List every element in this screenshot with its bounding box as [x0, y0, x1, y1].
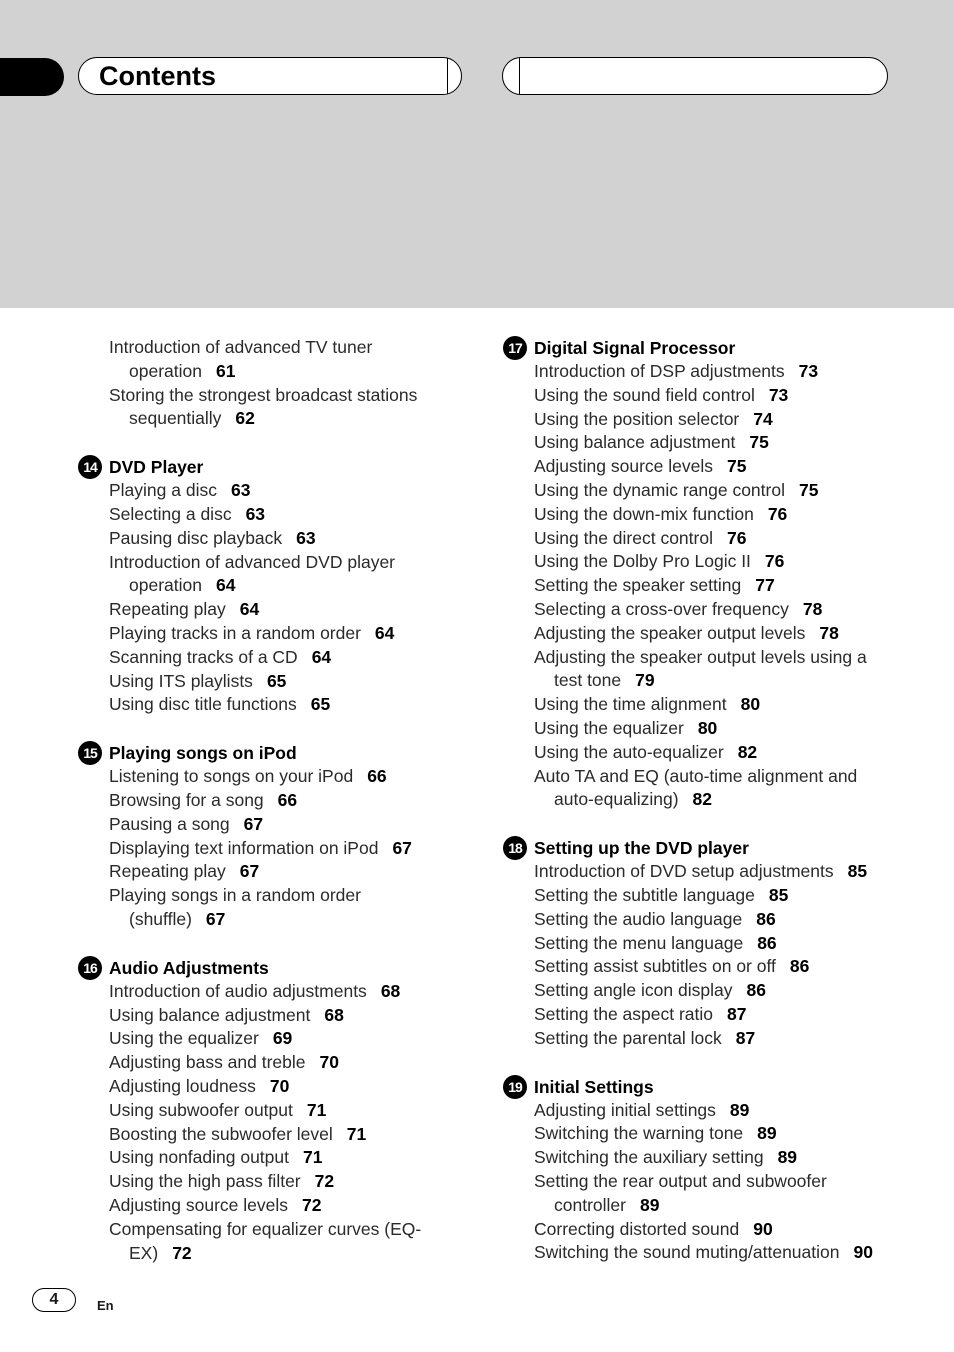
chapter-number-icon: 15 [78, 741, 102, 765]
section-heading[interactable] [503, 1075, 943, 1099]
page-ref: 73 [768, 384, 789, 405]
toc-entry[interactable] [78, 884, 458, 932]
page-ref: 64 [215, 575, 236, 596]
entry-text: Repeating play [109, 599, 226, 620]
chapter-number-icon: 17 [503, 336, 527, 360]
entry-text: Adjusting the speaker output levels using a [534, 646, 867, 667]
toc-section [503, 836, 943, 1050]
section-title: Setting up the DVD player [534, 838, 749, 859]
entry-text: Setting assist subtitles on or off [534, 956, 776, 977]
toc-entry[interactable] [78, 813, 458, 837]
toc-section [78, 336, 458, 431]
toc-section [503, 1075, 943, 1266]
page-ref: 66 [367, 766, 387, 787]
page-ref: 75 [798, 479, 819, 500]
toc-entry[interactable] [503, 622, 943, 646]
toc-entry[interactable] [503, 884, 943, 908]
page-ref: 76 [767, 503, 788, 524]
entry-text: Adjusting source levels [109, 1194, 288, 1215]
entry-text: Setting the speaker setting [534, 575, 742, 596]
toc-entry[interactable] [78, 598, 458, 622]
toc-entry[interactable] [503, 598, 943, 622]
toc-entry[interactable] [78, 693, 458, 717]
page-ref: 69 [272, 1028, 293, 1049]
page-ref: 89 [757, 1123, 777, 1144]
toc-entry[interactable] [78, 622, 458, 646]
entry-continuation [534, 788, 943, 812]
entry-text: Setting the menu language [534, 932, 744, 953]
page-ref: 70 [319, 1052, 339, 1073]
toc-entry[interactable] [503, 741, 943, 765]
toc-entry[interactable] [78, 1027, 458, 1051]
page-ref: 61 [215, 360, 236, 381]
toc-entry[interactable] [503, 765, 943, 813]
entry-text: Setting angle icon display [534, 980, 733, 1001]
toc-entry[interactable] [503, 955, 943, 979]
entry-text: Using the Dolby Pro Logic II [534, 551, 751, 572]
entry-text: Using the auto-equalizer [534, 741, 724, 762]
entry-text: Compensating for equalizer curves (EQ- [109, 1218, 422, 1239]
entry-text: Auto TA and EQ (auto-time alignment and [534, 765, 858, 786]
toc-entry[interactable] [503, 717, 943, 741]
entry-text: Adjusting loudness [109, 1075, 256, 1096]
entry-text: Using the high pass filter [109, 1171, 301, 1192]
page-ref: 75 [749, 432, 769, 453]
toc-entry[interactable] [78, 1146, 458, 1170]
toc-entry[interactable] [503, 455, 943, 479]
page-ref: 73 [798, 361, 819, 381]
toc-entry[interactable] [503, 431, 943, 455]
toc-entry[interactable] [503, 1099, 943, 1123]
page-ref: 75 [726, 456, 747, 477]
page-ref: 63 [230, 480, 251, 501]
entry-text: Storing the strongest broadcast stations [109, 384, 418, 405]
entry-text: Introduction of audio adjustments [109, 980, 367, 1001]
entry-text: Playing tracks in a random order [109, 622, 361, 643]
entry-continuation [109, 407, 458, 431]
toc-entry[interactable] [503, 979, 943, 1003]
entry-text: Using ITS playlists [109, 670, 253, 691]
toc-entry[interactable] [78, 1051, 458, 1075]
toc-entry[interactable] [78, 837, 458, 861]
page-ref: 65 [266, 670, 287, 691]
entry-text-cont: test tone [554, 670, 622, 691]
section-title: Playing songs on iPod [109, 743, 297, 764]
entry-text: Setting the parental lock [534, 1027, 722, 1048]
page-ref: 85 [768, 884, 789, 905]
toc-entry[interactable] [503, 908, 943, 932]
page-ref: 67 [243, 813, 264, 834]
entry-text: Displaying text information on iPod [109, 837, 379, 858]
page-ref: 89 [639, 1194, 660, 1215]
right-title-box [502, 57, 888, 95]
entry-text: Setting the subtitle language [534, 884, 755, 905]
entry-text: Switching the sound muting/attenuation [534, 1242, 840, 1263]
page-ref: 82 [737, 741, 758, 762]
entry-text: Setting the audio language [534, 908, 743, 929]
page-ref: 87 [735, 1027, 756, 1048]
page-ref: 70 [269, 1075, 290, 1096]
toc-entry[interactable] [78, 860, 458, 884]
entry-continuation [534, 669, 943, 693]
toc-entry[interactable] [78, 1123, 458, 1147]
toc-entry[interactable] [503, 693, 943, 717]
entry-text: Playing songs in a random order [109, 885, 361, 906]
toc-entry[interactable] [503, 932, 943, 956]
section-heading[interactable] [78, 956, 458, 980]
section-title: Audio Adjustments [109, 957, 269, 978]
page-title: Contents [99, 61, 216, 91]
page-ref: 63 [245, 503, 266, 524]
page-ref: 62 [235, 408, 255, 429]
header-band [0, 0, 954, 308]
entry-continuation [109, 360, 458, 384]
entry-text: Using the direct control [534, 527, 713, 548]
page-ref: 68 [324, 1004, 344, 1025]
toc-entry[interactable] [503, 1241, 943, 1265]
toc-entry[interactable] [78, 1170, 458, 1194]
toc-entry[interactable] [78, 646, 458, 670]
chapter-number-icon: 18 [503, 836, 527, 860]
toc-entry[interactable] [503, 503, 943, 527]
section-heading[interactable] [503, 836, 943, 860]
entry-text: Setting the aspect ratio [534, 1003, 713, 1024]
entry-text: Using disc title functions [109, 694, 297, 715]
entry-text: Using balance adjustment [534, 432, 736, 453]
entry-text: Using subwoofer output [109, 1099, 293, 1120]
entry-text: Using the equalizer [534, 717, 684, 738]
toc-section [78, 956, 458, 1266]
page-ref: 71 [303, 1147, 323, 1168]
toc-entry[interactable] [78, 336, 458, 384]
page-ref: 64 [311, 646, 332, 667]
page-ref: 86 [757, 932, 777, 953]
entry-text-cont: controller [554, 1194, 626, 1215]
entry-text: Using the equalizer [109, 1028, 259, 1049]
toc-entry[interactable] [503, 1146, 943, 1170]
entry-text: Selecting a disc [109, 503, 232, 524]
page-ref: 67 [239, 861, 260, 882]
toc-entry[interactable] [503, 646, 943, 694]
entry-text: Using the time alignment [534, 694, 727, 715]
toc-entry[interactable] [78, 551, 458, 599]
toc-entry[interactable] [503, 360, 943, 384]
toc-entry[interactable] [78, 384, 458, 432]
entry-text-cont: (shuffle) [129, 908, 192, 929]
toc-entry[interactable] [503, 527, 943, 551]
left-column [78, 336, 458, 1289]
toc-entry[interactable] [503, 408, 943, 432]
page-ref: 80 [697, 717, 718, 738]
toc-entry[interactable] [78, 527, 458, 551]
entry-continuation [534, 1194, 943, 1218]
page-ref: 67 [392, 837, 412, 858]
toc-entry[interactable] [503, 550, 943, 574]
section-heading[interactable] [78, 455, 458, 479]
toc-entry[interactable] [78, 1099, 458, 1123]
page-ref: 74 [753, 408, 773, 429]
page-ref: 76 [764, 551, 785, 572]
entry-text: Adjusting initial settings [534, 1099, 716, 1120]
entry-continuation [109, 908, 458, 932]
entry-text: Adjusting the speaker output levels [534, 622, 806, 643]
entry-text-cont: operation [129, 360, 202, 381]
page-ref: 78 [819, 622, 839, 643]
page-ref: 86 [789, 956, 810, 977]
entry-text: Adjusting bass and treble [109, 1052, 306, 1073]
toc-entry[interactable] [78, 789, 458, 813]
toc-entry[interactable] [503, 1170, 943, 1218]
entry-text: Playing a disc [109, 480, 217, 501]
entry-text: Introduction of advanced DVD player [109, 551, 395, 572]
entry-continuation [109, 574, 458, 598]
entry-text: Boosting the subwoofer level [109, 1123, 333, 1144]
page-ref: 64 [374, 622, 395, 643]
section-tab [0, 58, 64, 96]
toc-entry[interactable] [78, 503, 458, 527]
page-ref: 82 [692, 789, 712, 810]
chapter-number-icon: 14 [78, 455, 102, 479]
entry-text: Pausing disc playback [109, 527, 283, 548]
page-ref: 64 [239, 599, 260, 620]
entry-text: Browsing for a song [109, 789, 264, 810]
toc-entry[interactable] [78, 1194, 458, 1218]
page-ref: 86 [746, 980, 766, 1001]
entry-continuation [109, 1242, 458, 1266]
toc-entry[interactable] [78, 765, 458, 789]
toc-entry[interactable] [503, 384, 943, 408]
page-ref: 87 [727, 1003, 747, 1024]
page-ref: 80 [740, 694, 761, 715]
entry-text: Introduction of DSP adjustments [534, 361, 785, 381]
page-ref: 89 [729, 1099, 750, 1120]
entry-text: Using the position selector [534, 408, 740, 429]
entry-text: Adjusting source levels [534, 456, 713, 477]
entry-text: Scanning tracks of a CD [109, 646, 298, 667]
toc-entry[interactable] [503, 1122, 943, 1146]
entry-text: Switching the warning tone [534, 1123, 744, 1144]
page-ref: 65 [310, 694, 331, 715]
page-ref: 76 [726, 527, 747, 548]
title-box-divider [447, 58, 448, 94]
page-ref: 72 [172, 1242, 192, 1263]
entry-text: Introduction of advanced TV tuner [109, 337, 373, 357]
section-heading[interactable] [78, 741, 458, 765]
entry-text: Using the dynamic range control [534, 479, 785, 500]
right-column [503, 336, 943, 1289]
toc-entry[interactable] [503, 1218, 943, 1242]
title-box [78, 57, 462, 95]
entry-text: Pausing a song [109, 813, 230, 834]
page-number-badge [32, 1288, 76, 1312]
entry-text-cont: sequentially [129, 408, 222, 429]
toc-entry[interactable] [78, 1075, 458, 1099]
entry-text: Using the sound field control [534, 384, 755, 405]
chapter-number-icon: 19 [503, 1075, 527, 1099]
entry-text: Setting the rear output and subwoofer [534, 1170, 827, 1191]
toc-entry[interactable] [503, 574, 943, 598]
page-ref: 71 [306, 1099, 327, 1120]
entry-text: Using balance adjustment [109, 1004, 311, 1025]
page-ref: 79 [635, 670, 655, 691]
entry-text: Switching the auxiliary setting [534, 1147, 764, 1168]
page-ref: 72 [314, 1171, 335, 1192]
toc-entry[interactable] [78, 1004, 458, 1028]
page-ref: 68 [380, 980, 401, 1001]
section-title: DVD Player [109, 457, 204, 478]
right-box-divider [519, 58, 520, 94]
toc-entry[interactable] [503, 860, 943, 884]
entry-text: Correcting distorted sound [534, 1218, 740, 1239]
page-ref: 89 [777, 1147, 798, 1168]
section-title: Digital Signal Processor [534, 338, 736, 358]
toc-entry[interactable] [503, 1027, 943, 1051]
toc-entry[interactable] [78, 1218, 458, 1266]
language-label: En [97, 1298, 114, 1313]
page-ref: 72 [301, 1194, 322, 1215]
entry-text: Using nonfading output [109, 1147, 289, 1168]
toc-entry[interactable] [503, 1003, 943, 1027]
toc-section [78, 455, 458, 717]
page-ref: 63 [296, 527, 316, 548]
page-ref: 66 [277, 789, 298, 810]
entry-text: Using the down-mix function [534, 503, 754, 524]
page-ref: 77 [755, 575, 775, 596]
toc-entry[interactable] [78, 980, 458, 1004]
entry-text: Introduction of DVD setup adjustments [534, 861, 834, 882]
page-ref: 85 [847, 861, 868, 882]
section-heading[interactable] [503, 336, 943, 360]
toc-section [503, 336, 943, 812]
page-ref: 90 [753, 1218, 773, 1239]
entry-text-cont: operation [129, 575, 202, 596]
page-ref: 90 [853, 1242, 873, 1263]
page-ref: 86 [756, 908, 776, 929]
toc-entry[interactable] [503, 479, 943, 503]
entry-text: Listening to songs on your iPod [109, 766, 354, 787]
toc-section [78, 741, 458, 932]
page-ref: 71 [346, 1123, 367, 1144]
entry-text: Selecting a cross-over frequency [534, 598, 789, 619]
page-number: 4 [49, 1291, 59, 1308]
page-ref: 67 [205, 908, 226, 929]
toc-entry[interactable] [78, 479, 458, 503]
section-title: Initial Settings [534, 1076, 654, 1097]
chapter-number-icon: 16 [78, 956, 102, 980]
entry-text-cont: EX) [129, 1242, 159, 1263]
page-ref: 78 [802, 598, 823, 619]
toc-entry[interactable] [78, 670, 458, 694]
entry-text: Repeating play [109, 861, 226, 882]
entry-text-cont: auto-equalizing) [554, 789, 679, 810]
